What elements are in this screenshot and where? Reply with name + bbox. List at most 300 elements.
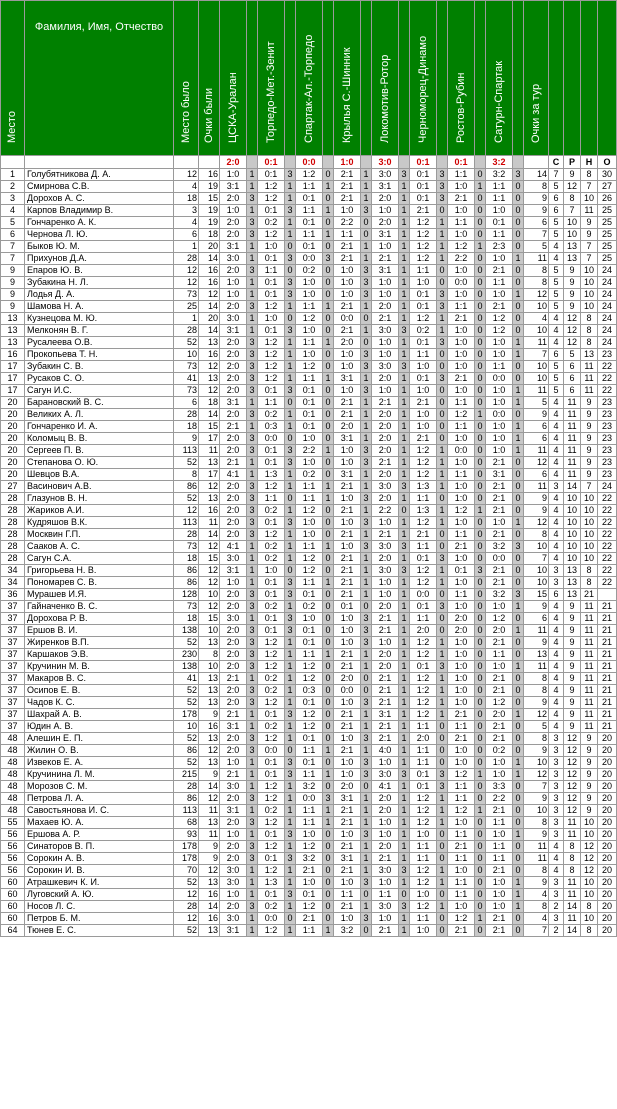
table-cell: 0 [475, 349, 486, 361]
table-cell: 9 [564, 625, 581, 637]
table-cell: 7 [524, 781, 549, 793]
table-cell: 3 [361, 205, 372, 217]
table-cell: 52 [174, 337, 199, 349]
table-cell: 2:0 [220, 505, 247, 517]
table-cell: 10 [581, 913, 598, 925]
table-cell: 1:0 [410, 277, 437, 289]
table-cell: 1:0 [486, 757, 513, 769]
table-row [1, 433, 617, 445]
table-row [1, 241, 617, 253]
table-cell: 1 [513, 625, 524, 637]
table-cell: 1:0 [448, 265, 475, 277]
table-cell: 0:1 [334, 601, 361, 613]
table-cell: 4 [549, 325, 564, 337]
table-cell: 1 [285, 529, 296, 541]
table-cell: 0 [475, 601, 486, 613]
table-cell: 11 [524, 481, 549, 493]
table-cell: 1:0 [486, 829, 513, 841]
table-cell: 1:0 [486, 769, 513, 781]
table-cell: 1:2 [410, 577, 437, 589]
table-cell: 37 [1, 637, 25, 649]
table-row [1, 409, 617, 421]
table-cell: 1:0 [334, 757, 361, 769]
table-cell: 12 [581, 865, 598, 877]
table-cell: 2:0 [220, 193, 247, 205]
table-cell: 2:0 [220, 625, 247, 637]
table-cell: 1:2 [410, 817, 437, 829]
table-cell: 1 [323, 205, 334, 217]
table-cell: 1:1 [448, 301, 475, 313]
table-cell: 1 [247, 757, 258, 769]
table-cell: 28 [174, 253, 199, 265]
table-cell: 1:1 [296, 373, 323, 385]
table-cell: 1:3 [258, 877, 285, 889]
table-cell: 11 [564, 469, 581, 481]
table-cell: 1:2 [258, 697, 285, 709]
table-cell: 0:1 [258, 613, 285, 625]
table-cell: 3 [399, 565, 410, 577]
table-cell: 1:2 [410, 217, 437, 229]
table-cell: 0 [513, 577, 524, 589]
table-cell: 5 [549, 277, 564, 289]
result-8: 3:2 [486, 156, 513, 169]
table-cell: 0 [437, 529, 448, 541]
table-cell: 0 [323, 193, 334, 205]
table-cell: 12 [581, 841, 598, 853]
table-cell: 1:1 [410, 349, 437, 361]
table-cell: 0 [475, 205, 486, 217]
header-match-5: Локомотив-Ротор [372, 1, 399, 156]
table-cell: 11 [564, 913, 581, 925]
table-cell: 8 [524, 529, 549, 541]
table-cell: 3:1 [372, 265, 399, 277]
table-cell: 3 [247, 697, 258, 709]
table-cell: 14 [199, 781, 220, 793]
table-row [1, 721, 617, 733]
table-cell: 11 [524, 841, 549, 853]
table-row [1, 841, 617, 853]
table-cell: 0 [437, 829, 448, 841]
table-cell: Сорокин А. В. [25, 853, 174, 865]
table-cell: 0:1 [296, 193, 323, 205]
table-cell: 30 [598, 169, 617, 181]
table-cell: 0 [475, 373, 486, 385]
table-cell: 0 [323, 529, 334, 541]
table-cell: 1:0 [334, 349, 361, 361]
table-cell: 0:1 [258, 517, 285, 529]
table-cell: Атрашкевич К. И. [25, 877, 174, 889]
table-cell: 1:0 [334, 361, 361, 373]
table-cell: 0 [475, 721, 486, 733]
table-cell: 1:1 [296, 301, 323, 313]
table-cell: 10 [581, 505, 598, 517]
table-cell: 1:0 [448, 661, 475, 673]
table-cell: 3 [437, 601, 448, 613]
table-cell: 25 [598, 253, 617, 265]
table-cell: 0 [475, 577, 486, 589]
table-cell: 0 [323, 841, 334, 853]
table-cell: 20 [598, 889, 617, 901]
table-cell: 19 [199, 205, 220, 217]
table-cell: 1 [399, 181, 410, 193]
table-cell: 1:0 [220, 757, 247, 769]
table-cell: 0 [323, 469, 334, 481]
table-cell: 1 [247, 565, 258, 577]
table-cell: 4 [174, 181, 199, 193]
table-cell: Прихунов Д.А. [25, 253, 174, 265]
table-cell: 0 [513, 841, 524, 853]
table-cell: 3 [399, 541, 410, 553]
table-cell: 1 [361, 409, 372, 421]
table-row [1, 361, 617, 373]
table-cell: 0:1 [258, 277, 285, 289]
table-cell: 3 [247, 409, 258, 421]
table-row [1, 817, 617, 829]
table-cell: 1 [247, 289, 258, 301]
table-cell: 12 [564, 325, 581, 337]
table-cell: 11 [199, 805, 220, 817]
table-cell: 48 [1, 781, 25, 793]
table-cell: 1 [475, 409, 486, 421]
table-row [1, 529, 617, 541]
table-cell: 3 [285, 325, 296, 337]
table-cell: 13 [199, 817, 220, 829]
table-cell: 0 [513, 697, 524, 709]
table-cell: Коломыц В. В. [25, 433, 174, 445]
table-cell: 2:0 [220, 301, 247, 313]
table-cell: 9 [581, 229, 598, 241]
table-cell: 2:1 [372, 313, 399, 325]
table-cell: 0 [475, 397, 486, 409]
table-cell: 3 [361, 877, 372, 889]
table-cell: 1:0 [448, 457, 475, 469]
table-cell: 1 [513, 757, 524, 769]
table-cell: 10 [564, 505, 581, 517]
table-cell: 4 [549, 397, 564, 409]
table-cell: 0 [475, 829, 486, 841]
table-cell: 2:1 [448, 193, 475, 205]
table-cell: 0 [513, 217, 524, 229]
table-cell: 9 [581, 421, 598, 433]
table-cell: 3 [247, 373, 258, 385]
table-cell: 0 [323, 505, 334, 517]
table-cell: 1 [247, 577, 258, 589]
table-cell: 0 [437, 349, 448, 361]
table-cell: 0 [475, 733, 486, 745]
table-cell: 1 [247, 325, 258, 337]
table-cell: 0:1 [448, 565, 475, 577]
table-cell: 11 [564, 421, 581, 433]
table-cell: 1:0 [334, 445, 361, 457]
table-cell: 1 [399, 745, 410, 757]
table-cell: 1:2 [410, 565, 437, 577]
table-cell: 1 [174, 313, 199, 325]
table-cell: Кручинина Л. М. [25, 769, 174, 781]
table-cell: 2:1 [334, 481, 361, 493]
table-cell: 1 [513, 709, 524, 721]
header-match-7: Ростов-Рубин [448, 1, 475, 156]
table-cell: 13 [1, 313, 25, 325]
table-cell: 0 [513, 193, 524, 205]
table-cell: 1:1 [372, 889, 399, 901]
table-cell: 0:1 [296, 625, 323, 637]
table-cell: 0:1 [296, 733, 323, 745]
table-cell: 3 [285, 625, 296, 637]
table-row [1, 637, 617, 649]
table-cell: 12 [564, 757, 581, 769]
table-cell: 1:2 [258, 637, 285, 649]
table-cell: 0 [437, 913, 448, 925]
table-cell: 2:1 [296, 865, 323, 877]
table-cell: 2:0 [372, 373, 399, 385]
result-6: 0:1 [410, 156, 437, 169]
table-cell: 10 [581, 493, 598, 505]
table-cell: 23 [598, 445, 617, 457]
table-cell: 2:1 [334, 505, 361, 517]
table-cell: 1:0 [334, 769, 361, 781]
table-cell: 1 [513, 769, 524, 781]
table-cell: 9 [199, 709, 220, 721]
table-cell: 2:0 [372, 805, 399, 817]
result-2: 0:1 [258, 156, 285, 169]
table-cell: 1:2 [448, 409, 475, 421]
table-cell: 3:1 [372, 709, 399, 721]
table-cell: 0 [361, 889, 372, 901]
table-cell: 3:1 [372, 229, 399, 241]
table-row [1, 697, 617, 709]
table-cell: 1:0 [334, 829, 361, 841]
table-cell: 2:1 [448, 313, 475, 325]
table-cell: 12 [524, 457, 549, 469]
table-cell: 1:0 [486, 397, 513, 409]
table-cell: 11 [564, 817, 581, 829]
table-cell: 3:1 [220, 241, 247, 253]
table-cell: 0:2 [410, 325, 437, 337]
stat-header-n: Н [581, 156, 598, 169]
table-cell: 2:1 [448, 925, 475, 937]
table-cell: 12 [564, 313, 581, 325]
table-cell: 1:0 [410, 385, 437, 397]
table-cell: 0 [513, 925, 524, 937]
table-cell: Барановский В. С. [25, 397, 174, 409]
table-cell: Чадов К. С. [25, 697, 174, 709]
table-cell: 2 [549, 901, 564, 913]
table-cell: 3 [361, 445, 372, 457]
table-cell: Петров Б. М. [25, 913, 174, 925]
table-cell: 16 [199, 265, 220, 277]
table-cell: 0 [361, 313, 372, 325]
table-cell: 3 [285, 169, 296, 181]
table-cell: 7 [1, 253, 25, 265]
table-cell: 1:2 [296, 361, 323, 373]
table-cell: 1 [247, 457, 258, 469]
table-cell: 3 [549, 877, 564, 889]
table-cell: 3 [247, 361, 258, 373]
table-cell: 1:0 [334, 265, 361, 277]
table-cell: 1:0 [334, 625, 361, 637]
table-cell: 14 [199, 409, 220, 421]
table-cell: 3 [247, 661, 258, 673]
table-cell: 8 [524, 685, 549, 697]
table-cell: 10 [581, 277, 598, 289]
table-row [1, 757, 617, 769]
table-cell: 1:2 [296, 169, 323, 181]
table-cell: 0 [323, 685, 334, 697]
table-cell: 1:0 [486, 433, 513, 445]
table-cell: 3:0 [220, 613, 247, 625]
table-cell: 3 [247, 493, 258, 505]
table-cell: 3 [549, 565, 564, 577]
table-cell: 14 [564, 925, 581, 937]
table-cell: 0 [323, 385, 334, 397]
table-cell: 1 [437, 877, 448, 889]
table-cell: 7 [524, 553, 549, 565]
table-cell: 10 [524, 565, 549, 577]
table-row [1, 769, 617, 781]
table-cell: 21 [598, 649, 617, 661]
table-cell: 4 [549, 241, 564, 253]
table-cell: 0 [323, 709, 334, 721]
table-cell: 4 [549, 697, 564, 709]
table-cell: 0 [361, 925, 372, 937]
table-cell: 1 [437, 217, 448, 229]
table-cell: 0:2 [486, 745, 513, 757]
table-cell: 13 [564, 241, 581, 253]
table-cell: 0 [323, 457, 334, 469]
table-cell: 3 [247, 793, 258, 805]
table-cell: 2:1 [486, 637, 513, 649]
table-cell: 3 [285, 253, 296, 265]
table-cell: 0:0 [486, 409, 513, 421]
table-cell: 0 [437, 589, 448, 601]
table-cell: 10 [581, 541, 598, 553]
table-cell: 2:1 [334, 301, 361, 313]
table-cell: 1 [399, 445, 410, 457]
table-cell: 10 [581, 877, 598, 889]
stat-header-o: О [598, 156, 617, 169]
table-cell: 12 [199, 793, 220, 805]
table-cell: 0 [513, 265, 524, 277]
table-cell: 0 [475, 361, 486, 373]
table-row [1, 517, 617, 529]
table-cell: 9 [524, 697, 549, 709]
table-cell: 13 [199, 637, 220, 649]
table-cell: 10 [564, 529, 581, 541]
table-cell: 1 [285, 409, 296, 421]
table-cell: 11 [581, 385, 598, 397]
table-cell: 2:1 [334, 745, 361, 757]
table-cell: 1 [1, 169, 25, 181]
table-cell: 1:2 [410, 649, 437, 661]
table-cell: 1 [285, 925, 296, 937]
table-cell: 2:1 [372, 697, 399, 709]
table-cell: 8 [199, 649, 220, 661]
table-cell: 3:2 [486, 169, 513, 181]
table-cell: 0 [285, 745, 296, 757]
table-cell: 2:0 [372, 493, 399, 505]
table-cell: 0:1 [296, 421, 323, 433]
table-cell: 2:0 [410, 733, 437, 745]
table-cell: 4 [1, 205, 25, 217]
table-cell: 2:0 [372, 421, 399, 433]
table-cell: Юдин А. В. [25, 721, 174, 733]
table-cell: 24 [598, 313, 617, 325]
table-cell: 0:2 [258, 409, 285, 421]
table-cell: 1 [285, 901, 296, 913]
table-cell: 1 [361, 553, 372, 565]
table-cell: 9 [564, 601, 581, 613]
table-cell: 1 [437, 685, 448, 697]
table-cell: 4 [549, 853, 564, 865]
table-cell: 3 [361, 289, 372, 301]
table-cell: 52 [174, 925, 199, 937]
table-cell: 10 [581, 193, 598, 205]
table-cell: Осипов Е. В. [25, 685, 174, 697]
table-cell: 9 [581, 733, 598, 745]
table-cell: 22 [598, 565, 617, 577]
table-cell: 28 [1, 493, 25, 505]
table-cell: 2:0 [334, 421, 361, 433]
table-row [1, 601, 617, 613]
table-cell: 2:0 [372, 445, 399, 457]
result-7: 0:1 [448, 156, 475, 169]
table-cell: 2:1 [334, 169, 361, 181]
table-cell: 0 [475, 445, 486, 457]
table-cell: 1:0 [372, 877, 399, 889]
table-cell: 113 [174, 517, 199, 529]
table-row [1, 205, 617, 217]
table-cell: 37 [1, 601, 25, 613]
table-cell: 52 [174, 685, 199, 697]
table-cell: 1:2 [258, 649, 285, 661]
table-cell: 1 [399, 457, 410, 469]
table-cell: 1 [399, 493, 410, 505]
table-cell: 2:1 [334, 721, 361, 733]
table-cell: 22 [598, 493, 617, 505]
table-cell: 1:2 [296, 313, 323, 325]
table-cell: 0:3 [296, 685, 323, 697]
table-cell: 3 [437, 769, 448, 781]
table-cell: 1:1 [296, 805, 323, 817]
table-cell: 37 [1, 697, 25, 709]
table-cell: 1 [247, 769, 258, 781]
table-cell: 0 [437, 205, 448, 217]
table-cell: 0 [323, 421, 334, 433]
table-cell: 1:2 [486, 613, 513, 625]
table-cell: 20 [1, 457, 25, 469]
table-cell: 1 [285, 841, 296, 853]
table-cell: 1:1 [486, 193, 513, 205]
table-cell: 0 [513, 805, 524, 817]
table-cell: 1:1 [296, 649, 323, 661]
table-cell: 41 [174, 673, 199, 685]
table-cell: 73 [174, 385, 199, 397]
table-cell: 4:0 [372, 745, 399, 757]
table-cell: 8 [581, 925, 598, 937]
table-cell: 3:0 [220, 877, 247, 889]
table-cell: 13 [199, 373, 220, 385]
table-cell: 9 [581, 217, 598, 229]
table-cell: 22 [598, 505, 617, 517]
table-cell: 1:0 [448, 385, 475, 397]
table-cell: 3 [285, 385, 296, 397]
result-4: 1:0 [334, 156, 361, 169]
table-cell: 21 [598, 721, 617, 733]
table-cell: 1 [323, 805, 334, 817]
header-place: Место [1, 1, 25, 156]
table-cell: 1:2 [296, 565, 323, 577]
table-cell: 1 [399, 853, 410, 865]
